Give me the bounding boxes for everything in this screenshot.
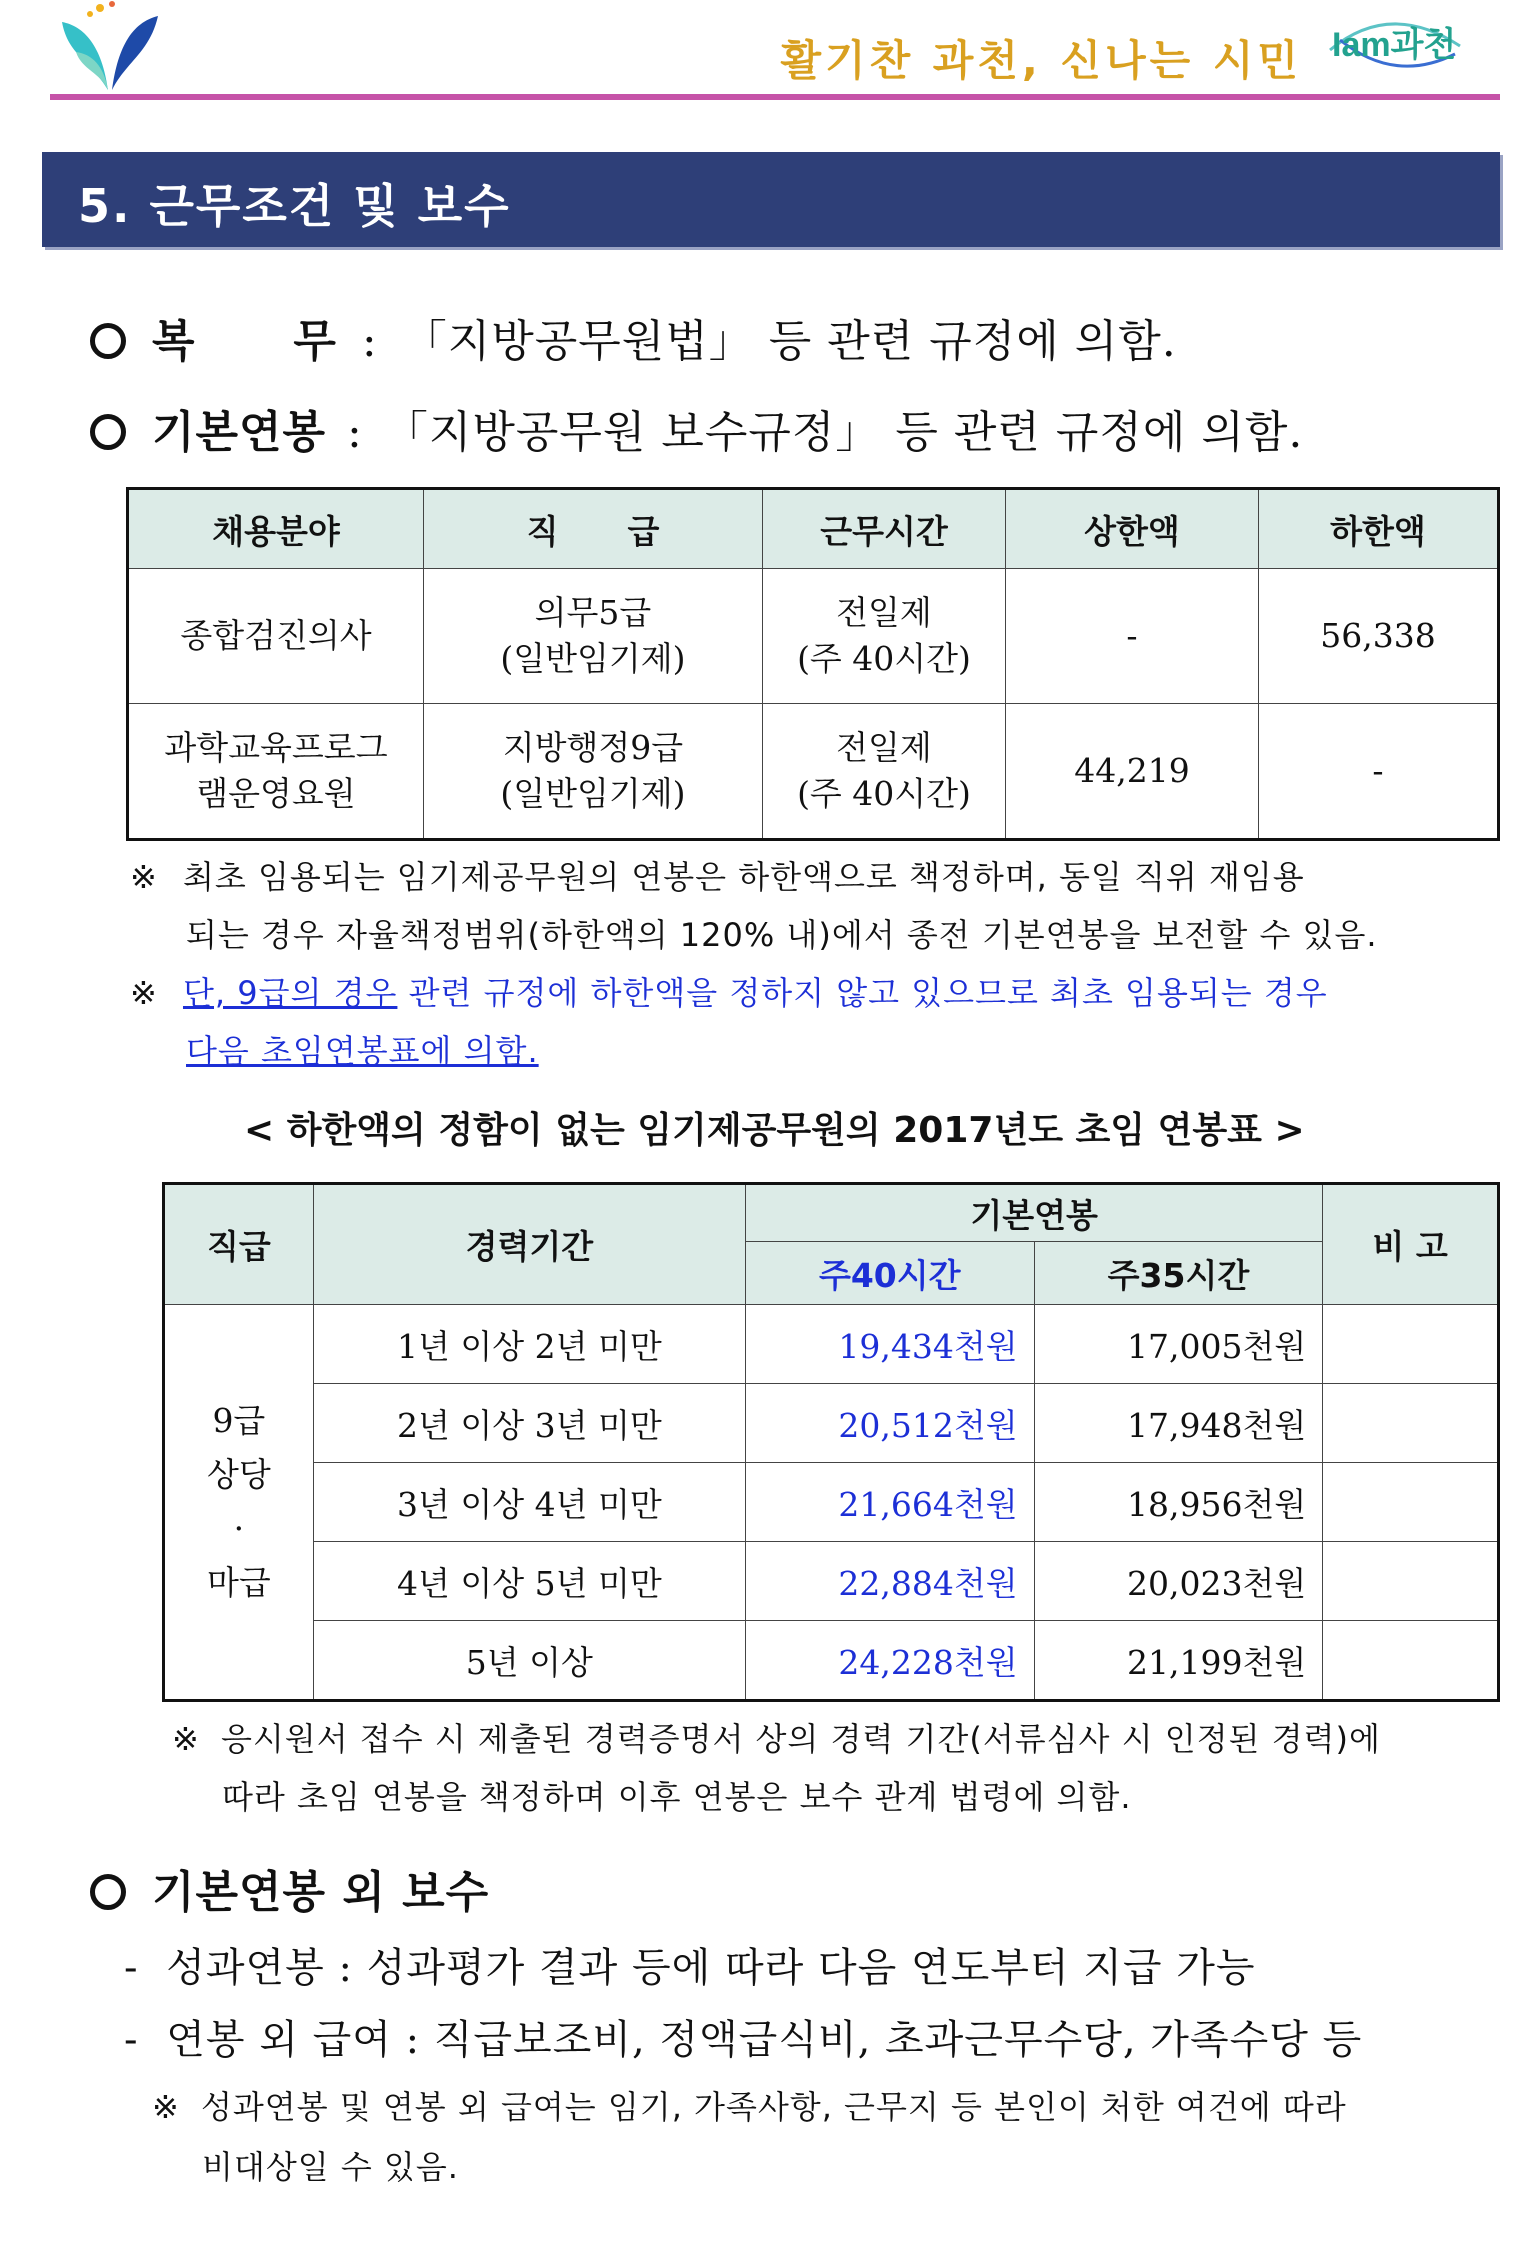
note-line bbox=[172, 1714, 1381, 1760]
cell-hours: 전일제 (주 40시간) bbox=[763, 569, 1006, 704]
note-text: 성과연봉 및 연봉 외 급여는 임기, 가족사항, 근무지 등 본인이 처한 여건에 따라 bbox=[200, 2088, 1347, 2126]
table-row bbox=[164, 1463, 1499, 1542]
table-row bbox=[164, 1542, 1499, 1621]
cell-upper: - bbox=[1006, 569, 1259, 704]
starting-salary-table bbox=[162, 1182, 1500, 1702]
table2-caption: < 하한액의 정함이 없는 임기제공무원의 2017년도 초임 연봉표 > bbox=[244, 1110, 1305, 1151]
cell-salary-35h: 18,956천원 bbox=[1034, 1463, 1323, 1542]
note-mark: ※ bbox=[172, 1720, 200, 1758]
note-text: 따라 초임 연봉을 책정하며 이후 연봉은 보수 관계 법령에 의함. bbox=[222, 1778, 1132, 1816]
duty-text: 「지방공무원법」 등 관련 규정에 의함. bbox=[402, 316, 1177, 367]
table-row bbox=[164, 1384, 1499, 1463]
cell-period: 2년 이상 3년 미만 bbox=[313, 1384, 745, 1463]
note-mark: ※ bbox=[130, 974, 158, 1012]
note-line bbox=[186, 910, 1378, 956]
table-row bbox=[164, 1305, 1499, 1384]
note-mark: ※ bbox=[152, 2088, 180, 2126]
cell-salary-35h: 21,199천원 bbox=[1034, 1621, 1323, 1701]
circle-bullet-icon bbox=[90, 323, 126, 359]
col-header-hours: 근무시간 bbox=[763, 489, 1006, 569]
note-text: 관련 규정에 하한액을 정하지 않고 있으므로 최초 임용되는 경우 bbox=[397, 974, 1328, 1012]
cell-grade-merged: 9급 상당 · 마급 bbox=[164, 1305, 314, 1701]
salary-range-table bbox=[126, 487, 1500, 841]
duty-line bbox=[90, 305, 1177, 369]
note-line bbox=[152, 2082, 1347, 2128]
cell-note bbox=[1323, 1305, 1499, 1384]
col-header-lower: 하한액 bbox=[1259, 489, 1499, 569]
cell-note bbox=[1323, 1384, 1499, 1463]
cell-upper: 44,219 bbox=[1006, 704, 1259, 840]
table-header-row bbox=[128, 489, 1499, 569]
cell-note bbox=[1323, 1463, 1499, 1542]
duty-label: 복 무 bbox=[152, 316, 337, 367]
circle-bullet-icon bbox=[90, 1874, 126, 1910]
col-header-note: 비 고 bbox=[1323, 1184, 1499, 1305]
col-header-base-salary: 기본연봉 bbox=[745, 1184, 1322, 1242]
col-header-grade: 직 급 bbox=[424, 489, 763, 569]
note-underlined-text: 단, 9급의 경우 bbox=[182, 974, 398, 1012]
cell-salary-40h: 21,664천원 bbox=[745, 1463, 1034, 1542]
salary-text: 「지방공무원 보수규정」 등 관련 규정에 의함. bbox=[383, 407, 1304, 458]
cell-salary-40h: 22,884천원 bbox=[745, 1542, 1034, 1621]
salary-colon: : bbox=[347, 407, 363, 458]
cell-salary-35h: 17,005천원 bbox=[1034, 1305, 1323, 1384]
extra-pay-item bbox=[124, 1936, 1256, 1993]
svg-text:Iam과천: Iam과천 bbox=[1332, 26, 1457, 64]
cell-period: 3년 이상 4년 미만 bbox=[313, 1463, 745, 1542]
note-line bbox=[130, 968, 1328, 1014]
note-line bbox=[130, 852, 1305, 898]
extra-pay-item bbox=[124, 2008, 1362, 2065]
extra-pay-line bbox=[90, 1856, 489, 1920]
cell-grade: 의무5급 (일반임기제) bbox=[424, 569, 763, 704]
note-line bbox=[202, 2142, 459, 2188]
col-header-upper: 상한액 bbox=[1006, 489, 1259, 569]
cell-note bbox=[1323, 1542, 1499, 1621]
iam-gwacheon-brand-logo bbox=[1320, 10, 1470, 90]
section-title: 5. 근무조건 및 보수 bbox=[78, 179, 511, 233]
col-header-period: 경력기간 bbox=[313, 1184, 745, 1305]
table-row bbox=[128, 569, 1499, 704]
note-text: 되는 경우 자율책정범위(하한액의 120% 내)에서 종전 기본연봉을 보전할 수 있음. bbox=[186, 916, 1378, 954]
gwacheon-butterfly-logo bbox=[60, 0, 160, 95]
note-line bbox=[222, 1772, 1132, 1818]
note-text: 응시원서 접수 시 제출된 경력증명서 상의 경력 기간(서류심사 시 인정된 경력)에 bbox=[220, 1720, 1381, 1758]
salary-line bbox=[90, 396, 1303, 460]
dash-mark: - bbox=[124, 1945, 139, 1991]
header-rule bbox=[50, 94, 1500, 100]
note-text: 최초 임용되는 임기제공무원의 연봉은 하한액으로 책정하며, 동일 직위 재임용 bbox=[182, 858, 1305, 896]
cell-hours: 전일제 (주 40시간) bbox=[763, 704, 1006, 840]
cell-period: 1년 이상 2년 미만 bbox=[313, 1305, 745, 1384]
extra-pay-item-text: 연봉 외 급여 : 직급보조비, 정액급식비, 초과근무수당, 가족수당 등 bbox=[166, 2017, 1363, 2063]
table-header-row bbox=[164, 1184, 1499, 1242]
cell-salary-40h: 19,434천원 bbox=[745, 1305, 1034, 1384]
table-row bbox=[128, 704, 1499, 840]
circle-bullet-icon bbox=[90, 414, 126, 450]
col-header-35h: 주35시간 bbox=[1034, 1242, 1323, 1305]
cell-field: 과학교육프로그 램운영요원 bbox=[128, 704, 424, 840]
cell-period: 5년 이상 bbox=[313, 1621, 745, 1701]
col-header-grade: 직급 bbox=[164, 1184, 314, 1305]
dash-mark: - bbox=[124, 2017, 139, 2063]
section-title-bar bbox=[42, 152, 1500, 247]
header-slogan: 활기찬 과천, 신나는 시민 bbox=[780, 36, 1302, 85]
note-underlined-text: 다음 초임연봉표에 의함. bbox=[186, 1032, 539, 1070]
table-row bbox=[164, 1621, 1499, 1701]
cell-salary-40h: 20,512천원 bbox=[745, 1384, 1034, 1463]
cell-lower: - bbox=[1259, 704, 1499, 840]
note-line bbox=[186, 1026, 539, 1072]
cell-salary-35h: 20,023천원 bbox=[1034, 1542, 1323, 1621]
cell-note bbox=[1323, 1621, 1499, 1701]
cell-lower: 56,338 bbox=[1259, 569, 1499, 704]
note-text: 비대상일 수 있음. bbox=[202, 2148, 459, 2186]
note-mark: ※ bbox=[130, 858, 158, 896]
salary-label: 기본연봉 bbox=[152, 407, 327, 458]
duty-colon: : bbox=[361, 316, 378, 367]
extra-pay-item-text: 성과연봉 : 성과평가 결과 등에 따라 다음 연도부터 지급 가능 bbox=[166, 1945, 1256, 1991]
extra-pay-title: 기본연봉 외 보수 bbox=[152, 1867, 490, 1918]
cell-salary-40h: 24,228천원 bbox=[745, 1621, 1034, 1701]
col-header-field: 채용분야 bbox=[128, 489, 424, 569]
cell-period: 4년 이상 5년 미만 bbox=[313, 1542, 745, 1621]
cell-grade: 지방행정9급 (일반임기제) bbox=[424, 704, 763, 840]
cell-salary-35h: 17,948천원 bbox=[1034, 1384, 1323, 1463]
cell-field: 종합검진의사 bbox=[128, 569, 424, 704]
col-header-40h: 주40시간 bbox=[745, 1242, 1034, 1305]
